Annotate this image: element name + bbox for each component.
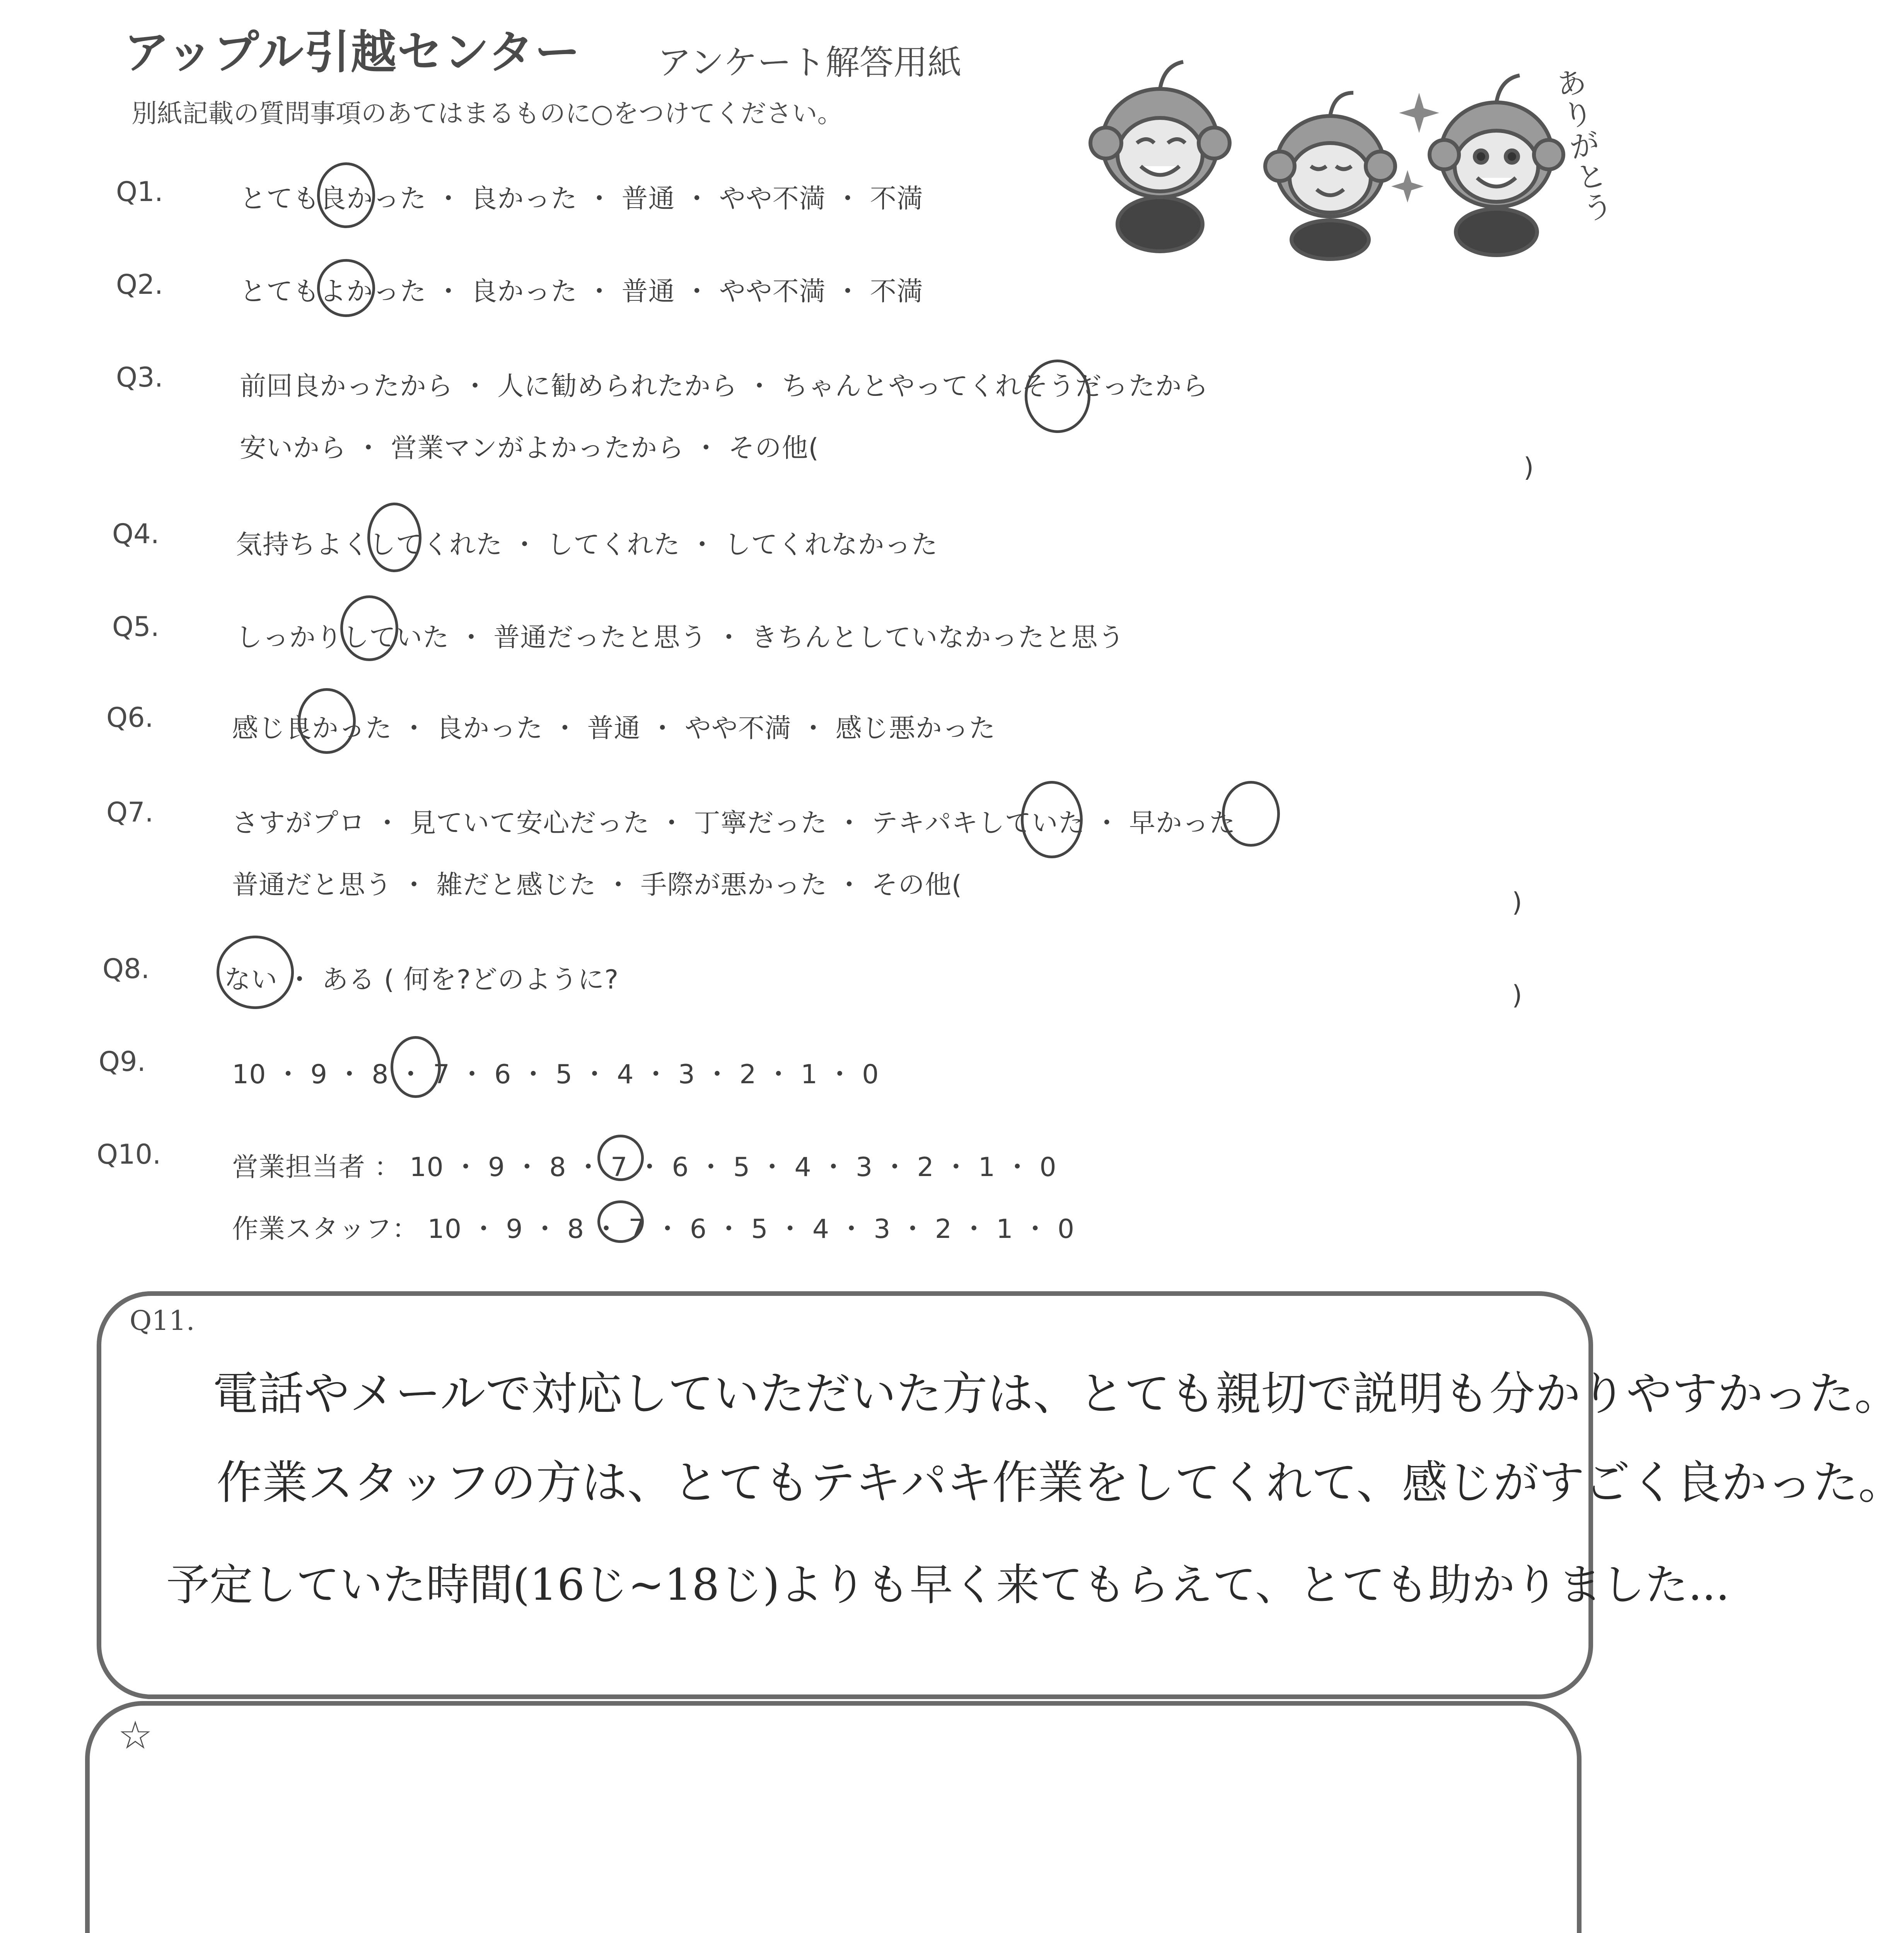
q10-sales-options[interactable]: 営業担当者 ： 10 ・ 9 ・ 8 ・ 7 ・ 6 ・ 5 ・ 4 ・ 3 ・ 2 ・ 1 ・ 0 (232, 1152, 1057, 1183)
q3-options-line2[interactable]: 安いから ・ 営業マンがよかったから ・ その他( (240, 433, 819, 464)
instruction-text: 別紙記載の質問事項のあてはまるものに○をつけてください。 (131, 99, 843, 128)
q1-label: Q1. (116, 176, 163, 208)
q2-options[interactable]: とてもよかった ・ 良かった ・ 普通 ・ やや不満 ・ 不満 (240, 276, 923, 307)
q7-label: Q7. (106, 796, 154, 828)
selection-circle (367, 503, 421, 572)
q10-label: Q10. (97, 1139, 161, 1170)
selection-circle (1021, 781, 1083, 858)
selection-circle (298, 688, 356, 754)
q8-close-paren: ) (1512, 980, 1522, 1011)
star-comment-box[interactable] (85, 1701, 1582, 1933)
q8-label: Q8. (102, 953, 150, 985)
selection-circle (597, 1200, 644, 1243)
selection-circle (597, 1135, 644, 1181)
star-icon: ☆ (118, 1713, 153, 1758)
q10-staff-options[interactable]: 作業スタッフ： 10 ・ 9 ・ 8 ・ 7 ・ 6 ・ 5 ・ 4 ・ 3 ・ 2 ・ 1 ・ 0 (232, 1214, 1075, 1244)
q11-answer-line2: 作業スタッフの方は、とてもテキパキ作業をしてくれて、感じがすごく良かった。 (217, 1456, 1904, 1509)
selection-circle (217, 936, 294, 1009)
q4-options[interactable]: 気持ちよくしてくれた ・ してくれた ・ してくれなかった (236, 530, 938, 560)
selection-circle (340, 595, 398, 661)
selection-circle (391, 1036, 441, 1098)
q7-close-paren: ) (1512, 887, 1522, 918)
selection-circle (1025, 360, 1090, 433)
selection-circle (1222, 781, 1280, 847)
q5-options[interactable]: しっかりしていた ・ 普通だったと思う ・ きちんとしていなかったと思う (236, 622, 1125, 653)
q7-options-line1[interactable]: さすがプロ ・ 見ていて安心だった ・ 丁寧だった ・ テキパキしていた ・ 早かった (232, 808, 1236, 839)
selection-circle (317, 162, 375, 228)
q11-answer-line1: 電話やメールで対応していただいた方は、とても親切で説明も分かりやすかった。 (213, 1367, 1900, 1420)
q2-label: Q2. (116, 269, 163, 300)
selection-circle (317, 259, 375, 317)
page-title: アップル引越センター (124, 26, 581, 79)
q3-label: Q3. (116, 361, 163, 393)
q9-label: Q9. (99, 1046, 146, 1077)
q11-label: Q11. (130, 1305, 195, 1336)
q6-label: Q6. (106, 702, 154, 733)
monkey-mascot-icon (1079, 46, 1582, 255)
q7-options-line2[interactable]: 普通だと思う ・ 雑だと感じた ・ 手際が悪かった ・ その他( (232, 870, 962, 900)
q8-options[interactable]: ない ・ ある ( 何を?どのように? (224, 965, 619, 995)
q4-label: Q4. (112, 518, 159, 550)
q1-options[interactable]: とても良かった ・ 良かった ・ 普通 ・ やや不満 ・ 不満 (240, 184, 923, 214)
q5-label: Q5. (112, 611, 159, 643)
q11-answer-line3: 予定していた時間(16じ~18じ)よりも早く来てもらえて、とても助かりました... (166, 1560, 1730, 1610)
thanks-text: ありがとう (1553, 63, 1616, 227)
page-subtitle: アンケート解答用紙 (657, 43, 962, 82)
q9-options[interactable]: 10 ・ 9 ・ 8 ・ 7 ・ 6 ・ 5 ・ 4 ・ 3 ・ 2 ・ 1 ・ 0 (232, 1059, 879, 1090)
q6-options[interactable]: 感じ良かった ・ 良かった ・ 普通 ・ やや不満 ・ 感じ悪かった (232, 713, 996, 744)
q3-close-paren: ) (1524, 452, 1534, 483)
q3-options-line1[interactable]: 前回良かったから ・ 人に勧められたから ・ ちゃんとやってくれそうだったから (240, 371, 1209, 402)
